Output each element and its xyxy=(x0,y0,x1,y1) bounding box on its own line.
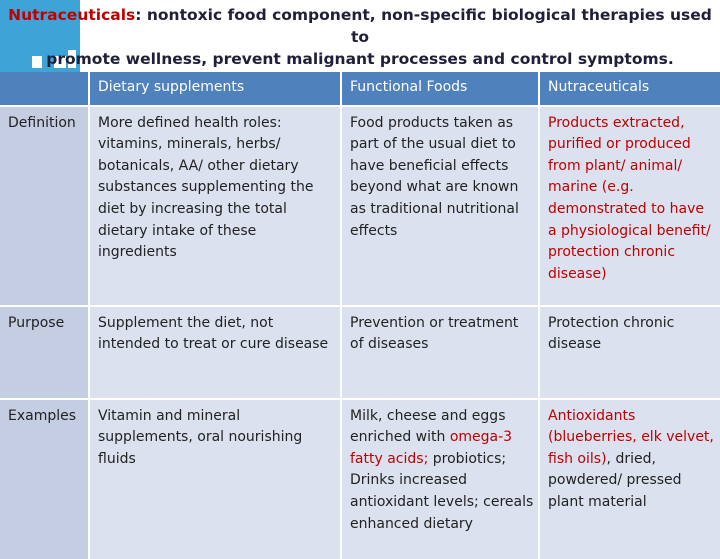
cell-examples-dietary: Vitamin and mineral supplements, oral nourishing fluids xyxy=(89,399,341,559)
header-dietary-supplements: Dietary supplements xyxy=(89,72,341,106)
title-line1-rest: : nontoxic food component, non-specific biological therapies used to xyxy=(135,6,712,46)
examples-functional-text-1: Milk, cheese and eggs enriched with xyxy=(350,407,506,446)
cell-examples-nutraceuticals xyxy=(539,399,720,559)
row-label-examples: Examples xyxy=(0,399,89,559)
row-label-purpose: Purpose xyxy=(0,306,89,399)
examples-functional-highlight: omega-3 fatty acids; xyxy=(350,429,513,467)
row-examples xyxy=(0,399,720,559)
examples-nutraceuticals-highlight: Antioxidants (blueberries, elk velvet, fish oils) xyxy=(548,407,714,467)
cell-definition-nutraceuticals: Products extracted, purified or produced from plant/ animal/ marine (e.g. demonstrated to have a physiological benefit/ protection chronic disease) xyxy=(539,106,720,306)
cell-definition-functional: Food products taken as part of the usual diet to have beneficial effects beyond what are known as traditional nutritional effects xyxy=(341,106,539,306)
comparison-table xyxy=(0,72,720,559)
header-row xyxy=(0,72,720,106)
examples-functional-text-2: probiotics; Drinks increased antioxidant levels; cereals enhanced dietary xyxy=(350,450,534,532)
cell-purpose-dietary: Supplement the diet, not intended to treat or cure disease xyxy=(89,306,341,399)
examples-nutraceuticals-text: , dried, powdered/ pressed plant material xyxy=(548,450,682,510)
header-functional-foods: Functional Foods xyxy=(341,72,539,106)
cell-definition-dietary: More defined health roles: vitamins, minerals, herbs/ botanicals, AA/ other dietary substances supplementing the diet by increasing the total dietary intake of these ingredients xyxy=(89,106,341,306)
row-label-definition: Definition xyxy=(0,106,89,306)
row-definition xyxy=(0,106,720,306)
header-nutraceuticals: Nutraceuticals xyxy=(539,72,720,106)
cell-purpose-functional: Prevention or treatment of diseases xyxy=(341,306,539,399)
slide-title xyxy=(0,4,720,70)
header-corner-cell xyxy=(0,72,89,106)
cell-examples-functional xyxy=(341,399,539,559)
row-purpose xyxy=(0,306,720,399)
title-term: Nutraceuticals xyxy=(8,6,136,24)
cell-purpose-nutraceuticals: Protection chronic disease xyxy=(539,306,720,399)
title-line2: promote wellness, prevent malignant processes and control symptoms. xyxy=(46,50,674,68)
